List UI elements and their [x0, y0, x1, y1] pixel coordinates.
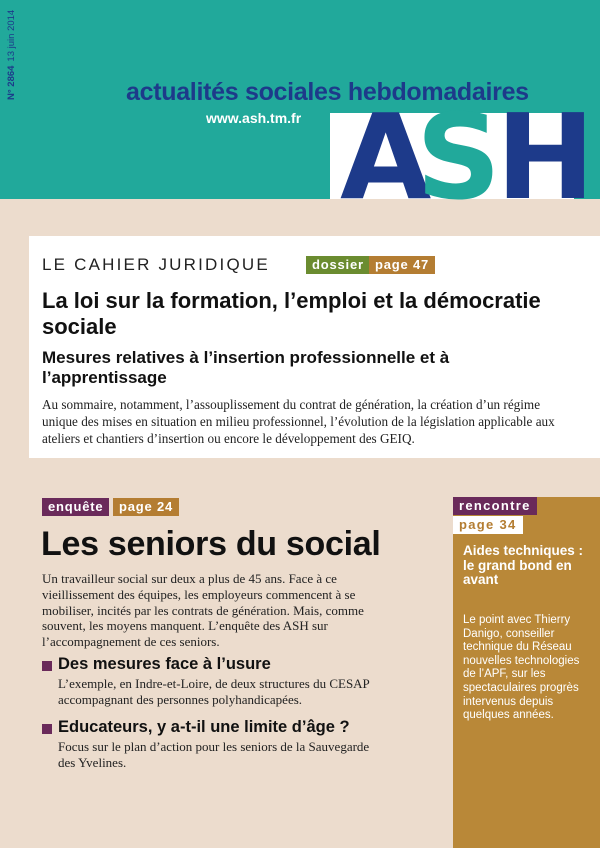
issue-date: 13 juin 2014 [6, 9, 17, 62]
magazine-tagline: actualités sociales hebdomadaires [126, 78, 529, 106]
logo-letter-h: H [496, 88, 595, 226]
dossier-page-tag: page 47 [369, 256, 435, 274]
issue-number: N° 2864 [6, 65, 17, 100]
bullet-square-icon [42, 724, 52, 734]
dossier-tag: dossier [306, 256, 370, 274]
rencontre-page-tag: page 34 [453, 516, 523, 534]
enquete-item-text: L’exemple, en Indre-et-Loire, de deux structures du CESAP accompagnant des personnes polyhandicapées. [58, 676, 370, 707]
enquete-title: Les seniors du social [41, 525, 381, 563]
issue-info [6, 0, 17, 100]
dossier-title: La loi sur la formation, l’emploi et la démocratie sociale [42, 288, 541, 339]
cahier-label: LE CAHIER JURIDIQUE [42, 255, 270, 274]
ash-logo [330, 88, 595, 226]
bullet-square-icon [42, 661, 52, 671]
enquete-tag: enquête [42, 498, 109, 516]
dossier-summary: Au sommaire, notamment, l’assouplissement du contrat de génération, la création d’un régime unique des mises en situation en milieu professionnel, l’évolution de la législation applicable aux ateliers et chantiers d’insertion ou encore le développement des GEIQ. [42, 397, 555, 446]
rencontre-text: Le point avec Thierry Danigo, conseiller technique du Réseau nouvelles technologies de l’APF, sur les spectaculaires progrès intervenus depuis quelques années. [463, 614, 580, 722]
rencontre-tag: rencontre [453, 497, 537, 515]
dossier-subtitle: Mesures relatives à l’insertion professionnelle et à l’apprentissage [42, 348, 450, 387]
enquete-item-title: Educateurs, y a-t-il une limite d’âge ? [58, 718, 350, 736]
website-url[interactable]: www.ash.tm.fr [206, 110, 302, 126]
enquete-item-text: Focus sur le plan d’action pour les seniors de la Sauvegarde des Yvelines. [58, 739, 370, 770]
enquete-intro: Un travailleur social sur deux a plus de 45 ans. Face à ce vieillissement des équipes, les employeurs commencent à se mobiliser, incités par les contrats de génération. Mais, comme souvent, les moyens manquent. L’enquête des ASH sur l’accompagnement de ces seniors. [42, 571, 364, 650]
logo-letter-a: A [340, 88, 432, 226]
enquete-item-title: Des mesures face à l’usure [58, 655, 271, 673]
enquete-page-tag: page 24 [113, 498, 179, 516]
logo-letter-s: S [416, 88, 501, 226]
rencontre-title: Aides techniques : le grand bond en avant [463, 543, 584, 587]
